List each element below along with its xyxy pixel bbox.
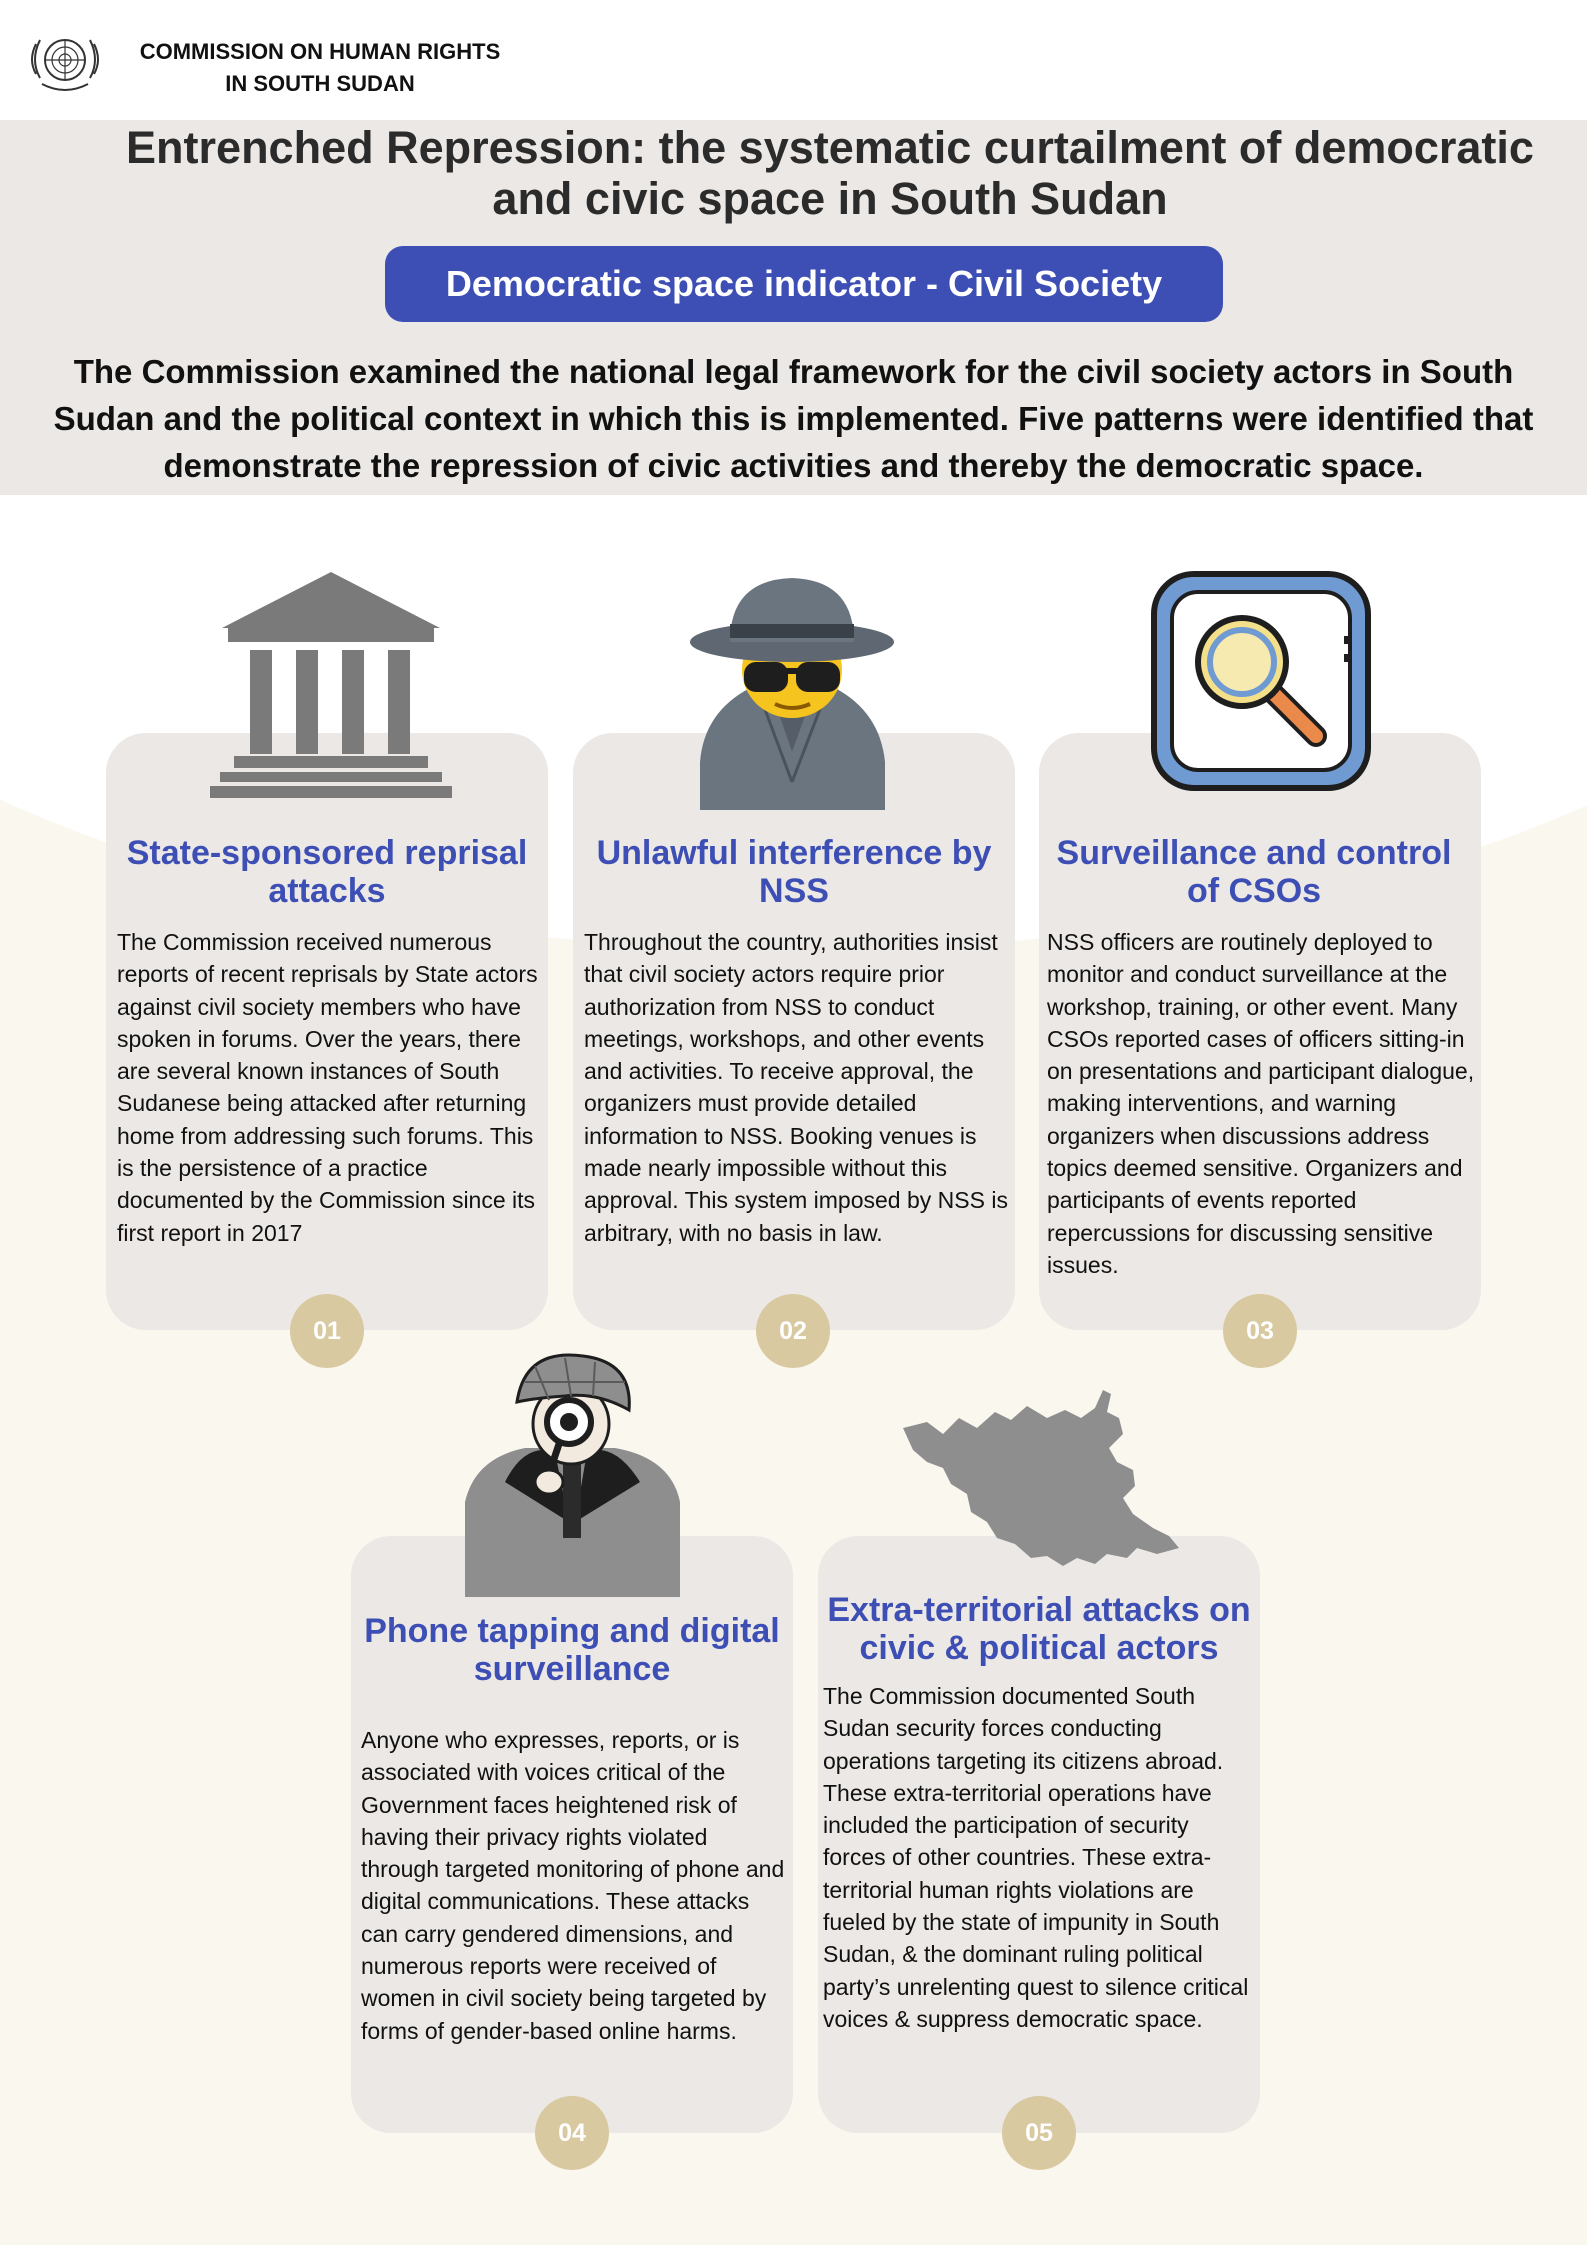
intro-paragraph: The Commission examined the national legal framework for the civil society actors in South Sudan and the political context in which this is implemented. Five patterns were identified that demonstrate the repression of civic activities and thereby the democratic space. (53, 353, 1534, 484)
government-building-icon (210, 570, 452, 800)
card-3-title: Surveillance and control of CSOs (1056, 834, 1452, 910)
card-5-body: The Commission documented South Sudan security forces conducting operations targeting its citizens abroad. These extra-territorial operations have included the participation of security forces of other countries. These extra-territorial human rights violations are fueled by the state of impunity in South Sudan, & the dominant ruling political party’s unrelenting quest to silence critical voices & suppress democratic space. (823, 1683, 1249, 2032)
spy-icon (680, 572, 905, 810)
magnifier-app-icon (1150, 570, 1372, 792)
card-5-title: Extra-territorial attacks on civic & political actors (827, 1591, 1251, 1667)
page-title: Entrenched Repression: the systematic curtailment of democratic and civic space in South Sudan (126, 122, 1534, 224)
card-4-body: Anyone who expresses, reports, or is associated with voices critical of the Government faces heightened risk of having their privacy rights violated through targeted monitoring of phone and digital communications. These attacks can carry gendered dimensions, and numerous reports were received of women in civil society being targeted by forms of gender-based online harms. (361, 1727, 785, 2044)
card-4-number: 04 (535, 2096, 609, 2170)
card-5-number: 05 (1002, 2096, 1076, 2170)
card-1-body: The Commission received numerous reports of recent reprisals by State actors against civil society members who have spoken in forums. Over the years, there are several known instances of South Sudanese being attacked after returning home from addressing such forums. This is the persistence of a practice documented by the Commission since its first report in 2017 (117, 929, 538, 1246)
detective-icon (465, 1352, 680, 1597)
card-3-number: 03 (1223, 1294, 1297, 1368)
card-3-body: NSS officers are routinely deployed to monitor and conduct surveillance at the workshop, training, or other event. Many CSOs reported cases of officers sitting-in on presentations and participant dialogue, making interventions, and warning organizers when discussions address topics deemed sensitive. Organizers and participants of events reported repercussions for discussing sensitive issues. (1047, 929, 1475, 1278)
un-emblem-icon (26, 30, 104, 96)
card-1-number: 01 (290, 1294, 364, 1368)
card-2-body: Throughout the country, authorities insist that civil society actors require prior authorization from NSS to conduct meetings, workshops, and other events and activities. To receive approval, the organizers must provide detailed information to NSS. Booking venues is made nearly impossible without this approval. This system imposed by NSS is arbitrary, with no basis in law. (584, 929, 1008, 1246)
card-2-number: 02 (756, 1294, 830, 1368)
south-sudan-map-icon (897, 1388, 1179, 1568)
card-1-title: State-sponsored reprisal attacks (126, 834, 528, 910)
card-4-title: Phone tapping and digital surveillance (364, 1612, 780, 1688)
org-name-line2: IN SOUTH SUDAN (225, 71, 415, 96)
org-name-line1: COMMISSION ON HUMAN RIGHTS (139, 39, 501, 64)
indicator-badge: Democratic space indicator - Civil Society (385, 246, 1223, 322)
organization-name (110, 36, 530, 100)
card-2-title: Unlawful interference by NSS (596, 834, 992, 910)
